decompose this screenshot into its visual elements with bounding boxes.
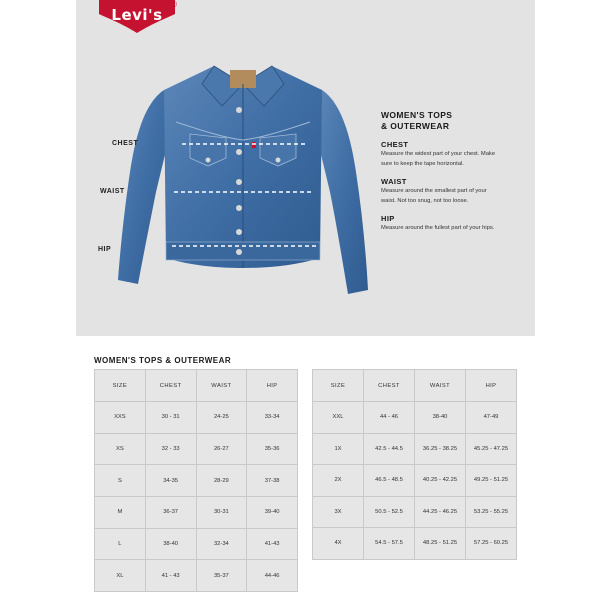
size-cell: L xyxy=(95,528,146,560)
column-header-hip: HIP xyxy=(247,370,298,402)
table-row xyxy=(95,560,298,592)
levis-logo xyxy=(97,0,177,33)
chest-cell: 44 - 46 xyxy=(364,402,415,434)
hip-cell: 39-40 xyxy=(247,497,298,529)
guide-description: Measure around the smallest part of your xyxy=(381,188,487,194)
table-row xyxy=(95,433,298,465)
waist-cell: 32-34 xyxy=(196,528,247,560)
chest-label: CHEST xyxy=(112,140,139,147)
column-header-size: SIZE xyxy=(95,370,146,402)
chest-cell: 36-37 xyxy=(145,497,196,529)
table-row xyxy=(313,465,517,497)
table-row xyxy=(313,433,517,465)
guide-title-line1: WOMEN'S TOPS xyxy=(381,110,453,120)
column-header-waist: WAIST xyxy=(196,370,247,402)
size-cell: 1X xyxy=(313,433,364,465)
hip-label: HIP xyxy=(98,246,112,253)
logo-registered-mark: ® xyxy=(171,0,177,9)
hip-cell: 41-43 xyxy=(247,528,298,560)
chest-cell: 41 - 43 xyxy=(145,560,196,592)
guide-description: waist. Not too snug, not too loose. xyxy=(381,198,469,204)
size-cell: 2X xyxy=(313,465,364,497)
column-header-hip: HIP xyxy=(466,370,517,402)
guide-item-chest xyxy=(381,140,521,169)
size-cell: 3X xyxy=(313,496,364,528)
hip-cell: 37-38 xyxy=(247,465,298,497)
hip-cell: 45.25 - 47.25 xyxy=(466,433,517,465)
size-table-plus xyxy=(312,369,517,560)
column-header-chest: CHEST xyxy=(145,370,196,402)
guide-item-hip xyxy=(381,214,521,233)
chest-cell: 30 - 31 xyxy=(145,402,196,434)
guide-item-waist xyxy=(381,177,521,206)
table-row xyxy=(313,496,517,528)
size-chart-title: WOMEN'S TOPS & OUTERWEAR xyxy=(94,356,232,365)
chest-cell: 42.5 - 44.5 xyxy=(364,433,415,465)
table-row xyxy=(95,402,298,434)
waist-cell: 26-27 xyxy=(196,433,247,465)
table-header-row xyxy=(313,370,517,402)
hip-cell: 33-34 xyxy=(247,402,298,434)
table-row xyxy=(95,465,298,497)
table-row xyxy=(313,528,517,560)
waist-cell: 35-37 xyxy=(196,560,247,592)
hip-cell: 35-36 xyxy=(247,433,298,465)
waist-cell: 30-31 xyxy=(196,497,247,529)
chest-cell: 34-35 xyxy=(145,465,196,497)
hip-cell: 49.25 - 51.25 xyxy=(466,465,517,497)
table-row xyxy=(313,402,517,434)
hip-cell: 53.25 - 55.25 xyxy=(466,496,517,528)
size-cell: XS xyxy=(95,433,146,465)
waist-cell: 28-29 xyxy=(196,465,247,497)
size-cell: XXL xyxy=(313,402,364,434)
guide-description: Measure the widest part of your chest. Make xyxy=(381,151,496,157)
guide-description: Measure around the fullest part of your hips. xyxy=(381,225,495,231)
logo-text: Levi's xyxy=(111,6,163,24)
waist-label: WAIST xyxy=(100,188,125,195)
guide-description: sure to keep the tape horizontal. xyxy=(381,161,464,167)
column-header-size: SIZE xyxy=(313,370,364,402)
table-row xyxy=(95,497,298,529)
size-cell: M xyxy=(95,497,146,529)
size-cell: XL xyxy=(95,560,146,592)
chest-cell: 46.5 - 48.5 xyxy=(364,465,415,497)
waist-cell: 36.25 - 38.25 xyxy=(415,433,466,465)
table-header-row xyxy=(95,370,298,402)
table-row xyxy=(95,528,298,560)
waist-cell: 24-25 xyxy=(196,402,247,434)
column-header-waist: WAIST xyxy=(415,370,466,402)
measuring-guide xyxy=(381,110,521,233)
size-cell: 4X xyxy=(313,528,364,560)
chest-cell: 32 - 33 xyxy=(145,433,196,465)
guide-heading: CHEST xyxy=(381,140,409,149)
chest-cell: 38-40 xyxy=(145,528,196,560)
size-cell: XXS xyxy=(95,402,146,434)
chest-cell: 50.5 - 52.5 xyxy=(364,496,415,528)
hip-cell: 57.25 - 60.25 xyxy=(466,528,517,560)
waist-cell: 38-40 xyxy=(415,402,466,434)
column-header-chest: CHEST xyxy=(364,370,415,402)
waist-cell: 40.25 - 42.25 xyxy=(415,465,466,497)
guide-title-line2: & OUTERWEAR xyxy=(381,121,450,131)
size-cell: S xyxy=(95,465,146,497)
guide-heading: HIP xyxy=(381,214,395,223)
waist-cell: 48.25 - 51.25 xyxy=(415,528,466,560)
hip-cell: 44-46 xyxy=(247,560,298,592)
guide-heading: WAIST xyxy=(381,177,407,186)
denim-jacket-image xyxy=(116,62,370,296)
hip-cell: 47-49 xyxy=(466,402,517,434)
chest-cell: 54.5 - 57.5 xyxy=(364,528,415,560)
size-table-standard xyxy=(94,369,298,592)
waist-cell: 44.25 - 46.25 xyxy=(415,496,466,528)
